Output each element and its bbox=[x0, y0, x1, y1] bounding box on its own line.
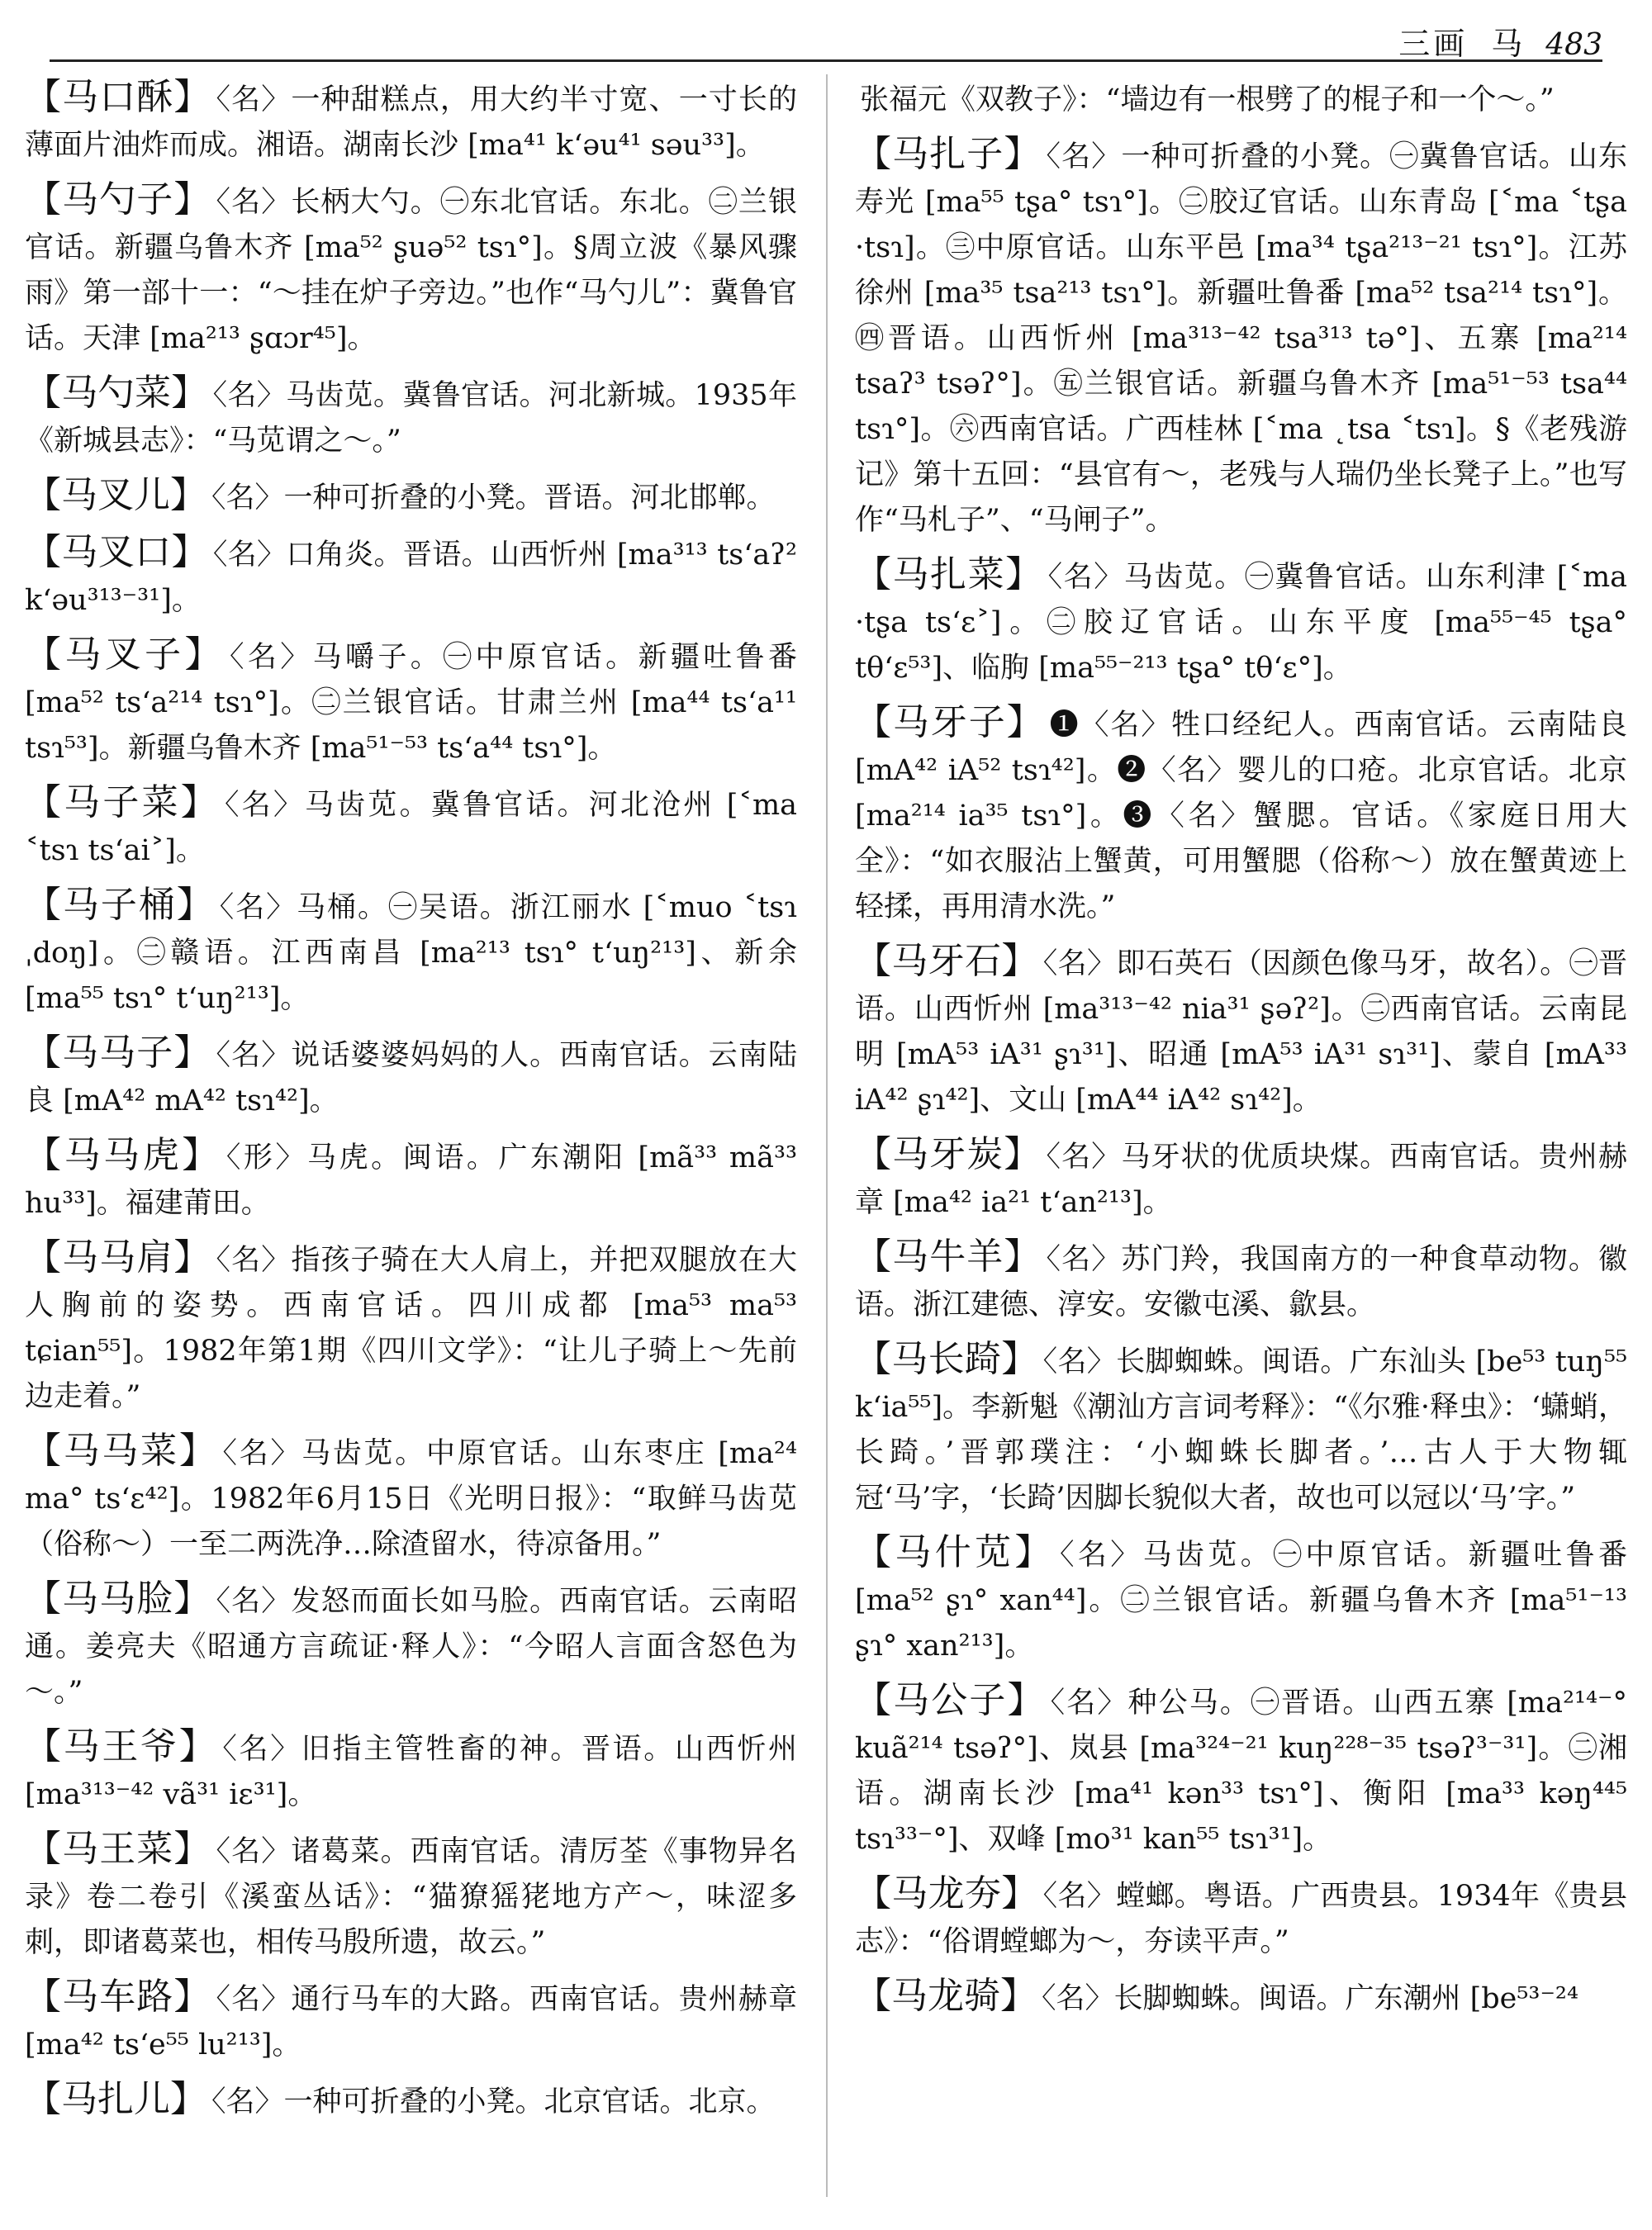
definition: 〈名〉马齿苋。中原官话。山东枣庄 [ma²⁴ ma° ts‘ɛ⁴²]。1982年6月15日《光明日报》：“取鲜马齿苋（俗称～）一至二两洗净…除渣留水，待凉备用。” bbox=[25, 1437, 797, 1561]
headword: 【马口酥】 bbox=[25, 76, 211, 118]
headword: 【马马虎】 bbox=[25, 1134, 221, 1176]
headword: 【马车路】 bbox=[25, 1976, 211, 2018]
definition: 〈名〉诸葛菜。西南官话。清厉荃《事物异名录》卷二卷引《溪蛮丛话》：“猫獠猺狫地方产～，味涩多刺，即诸葛菜也，相传马殷所遗，故云。” bbox=[25, 1835, 797, 1959]
column-divider bbox=[826, 74, 828, 2197]
definition: 〈名〉指孩子骑在大人肩上，并把双腿放在大人胸前的姿势。西南官话。四川成都 [ma⁵³ ma⁵³ tɕian⁵⁵]。1982年第1期《四川文学》：“让儿子骑上～先前边走着。” bbox=[25, 1244, 797, 1413]
definition: 〈名〉一种可折叠的小凳。晋语。河北邯郸。 bbox=[211, 482, 776, 515]
definition: 〈名〉即石英石（因颜色像马牙，故名）。㊀晋语。山西忻州 [ma³¹³⁻⁴² nia³¹ ʂəʔ²]。㊁西南官话。云南昆明 [mA⁵³ iA³¹ ʂɿ³¹]、昭通 [mA⁵³ iA³¹ sɿ³¹]、蒙自 [mA³³ iA⁴² ʂɿ⁴²]、文山 [mA⁴⁴ iA⁴² sɿ⁴²]。 bbox=[855, 947, 1627, 1117]
headword: 【马勺子】 bbox=[25, 178, 211, 221]
definition: 〈名〉长柄大勺。㊀东北官话。东北。㊁兰银官话。新疆乌鲁木齐 [ma⁵² ʂuə⁵² tsɿ°]。§周立波《暴风骤雨》第一部十一：“～挂在炉子旁边。”也作“马勺儿”：冀鲁官话。天津 [ma²¹³ ʂɑɔr⁴⁵]。 bbox=[25, 186, 797, 355]
definition: 〈名〉马齿苋。㊀中原官话。新疆吐鲁番 [ma⁵² ʂɿ° xan⁴⁴]。㊁兰银官话。新疆乌鲁木齐 [ma⁵¹⁻¹³ ʂɿ° xan²¹³]。 bbox=[855, 1539, 1627, 1663]
headword: 【马勺菜】 bbox=[25, 372, 208, 414]
entry bbox=[855, 1677, 1627, 1862]
headword: 【马扎子】 bbox=[855, 133, 1042, 175]
definition: 张福元《双教子》：“墙边有一根劈了的棍子和一个～。” bbox=[860, 83, 1555, 116]
entry bbox=[25, 177, 797, 362]
entry bbox=[25, 1235, 797, 1420]
entry bbox=[25, 529, 797, 624]
headword: 【马扎菜】 bbox=[855, 553, 1043, 595]
definition: 〈名〉发怒而面长如马脸。西南官话。云南昭通。姜亮夫《昭通方言疏证·释人》：“今昭人言面含怒色为～。” bbox=[25, 1585, 797, 1709]
entry bbox=[25, 1974, 797, 2068]
page-number: 483 bbox=[1545, 28, 1602, 62]
headword: 【马龙夯】 bbox=[855, 1872, 1038, 1914]
headword: 【马子菜】 bbox=[25, 781, 220, 823]
definition: 〈名〉口角炎。晋语。山西忻州 [ma³¹³ ts‘aʔ² k‘əu³¹³⁻³¹]。 bbox=[25, 539, 797, 617]
definition: 〈名〉一种可折叠的小凳。㊀冀鲁官话。山东寿光 [ma⁵⁵ tʂa° tsɿ°]。㊁胶辽官话。山东青岛 [˂ma ˂tʂa ·tsɿ]。㊂中原官话。山东平邑 [ma³⁴ tʂa²¹³⁻²¹ tsɿ°]。江苏徐州 [ma³⁵ tsa²¹³ tsɿ°]。新疆吐鲁番 [ma⁵² tsa²¹⁴ tsɿ°]。㊃晋语。山西忻州 [ma³¹³⁻⁴² tsa³¹³ tə°]、五寨 [ma²¹⁴ tsaʔ³ tsəʔ°]。㊄兰银官话。新疆乌鲁木齐 [ma⁵¹⁻⁵³ tsa⁴⁴ tsɿ°]。㊅西南官话。广西桂林 [˂ma ˛tsa ˂tsɿ]。§《老残游记》第十五回：“县官有～，老残与人瑞仍坐长凳子上。”也写作“马札子”、“马闸子”。 bbox=[855, 140, 1627, 537]
entry bbox=[25, 1826, 797, 1966]
headword: 【马王菜】 bbox=[25, 1828, 211, 1870]
right-column bbox=[855, 74, 1627, 2213]
header-right bbox=[1398, 18, 1602, 64]
entry bbox=[25, 780, 797, 874]
entry bbox=[855, 131, 1627, 543]
definition: 〈名〉苏门羚，我国南方的一种食草动物。徽语。浙江建德、淳安。安徽屯溪、歙县。 bbox=[855, 1243, 1627, 1321]
headword: 【马马肩】 bbox=[25, 1236, 211, 1279]
headword: 【马扎儿】 bbox=[25, 2078, 206, 2120]
headword: 【马牙炭】 bbox=[855, 1133, 1042, 1175]
entry bbox=[25, 632, 797, 771]
definition: 〈名〉马牙状的优质块煤。西南官话。贵州赫章 [ma⁴² ia²¹ t‘an²¹³]。 bbox=[855, 1141, 1627, 1219]
headword: 【马叉子】 bbox=[25, 633, 225, 676]
entry bbox=[855, 552, 1627, 691]
headword: 【马马菜】 bbox=[25, 1430, 218, 1472]
entry bbox=[25, 1428, 797, 1568]
entry bbox=[25, 1576, 797, 1715]
entry bbox=[855, 1973, 1627, 2022]
headword: 【马龙骑】 bbox=[855, 1975, 1037, 2017]
definition: 〈名〉一种可折叠的小凳。北京官话。北京。 bbox=[211, 2085, 776, 2118]
entry bbox=[25, 74, 797, 168]
headword: 【马子桶】 bbox=[25, 884, 215, 926]
definition: 〈名〉种公马。㊀晋语。山西五寨 [ma²¹⁴⁻° kuã²¹⁴ tsəʔ°]、岚县 [ma³²⁴⁻²¹ kuŋ²²⁸⁻³⁵ tsəʔ³⁻³¹]。㊁湘语。湖南长沙 [ma⁴¹ kən³³ tsɿ°]、衡阳 [ma³³ kəŋ⁴⁴⁵ tsɿ³³⁻°]、双峰 [mo³¹ kan⁵⁵ tsɿ³¹]。 bbox=[855, 1687, 1627, 1856]
definition: 〈名〉一种甜糕点，用大约半寸宽、一寸长的薄面片油炸而成。湘语。湖南长沙 [ma⁴¹ k‘əu⁴¹ səu³³]。 bbox=[25, 83, 797, 162]
entry bbox=[855, 700, 1627, 930]
definition: 〈名〉马齿苋。㊀冀鲁官话。山东利津 [˂ma ·tʂa ts‘ɛ˃]。㊁胶辽官话。山东平度 [ma⁵⁵⁻⁴⁵ tʂa° tθ‘ɛ⁵³]、临朐 [ma⁵⁵⁻²¹³ tʂa° tθ‘ɛ°]。 bbox=[855, 561, 1627, 685]
entry bbox=[25, 1030, 797, 1124]
definition: 〈名〉长脚蜘蛛。闽语。广东汕头 [be⁵³ tuŋ⁵⁵ k‘ia⁵⁵]。李新魁《潮汕方言词考释》：“《尔雅·释虫》：‘蟏蛸，长踦。’晋郭璞注：‘小蜘蛛长脚者。’…古人于大物辄冠‘马’字，‘长踦’因脚长貌似大者，故也可以冠以‘马’字。” bbox=[855, 1345, 1627, 1515]
definition: 〈名〉马嚼子。㊀中原官话。新疆吐鲁番 [ma⁵² ts‘a²¹⁴ tsɿ°]。㊁兰银官话。甘肃兰州 [ma⁴⁴ ts‘a¹¹ tsɿ⁵³]。新疆乌鲁木齐 [ma⁵¹⁻⁵³ ts‘a⁴⁴ tsɿ°]。 bbox=[25, 641, 797, 765]
entry bbox=[855, 1336, 1627, 1521]
entry bbox=[855, 1871, 1627, 1965]
headword: 【马什苋】 bbox=[855, 1531, 1055, 1573]
entry bbox=[25, 1724, 797, 1818]
entry bbox=[855, 938, 1627, 1123]
definition: 〈名〉马桶。㊀吴语。浙江丽水 [˂muo ˂tsɿ ˌdoŋ]。㊁赣语。江西南昌 [ma²¹³ tsɿ° t‘uŋ²¹³]、新余 [ma⁵⁵ tsɿ° t‘uŋ²¹³]。 bbox=[25, 891, 797, 1015]
definition: 〈形〉马虎。闽语。广东潮阳 [mã³³ mã³³ hu³³]。福建莆田。 bbox=[25, 1141, 797, 1220]
entry bbox=[855, 1234, 1627, 1328]
entry bbox=[25, 882, 797, 1022]
page-header bbox=[50, 18, 1602, 62]
definition: 〈名〉马齿苋。冀鲁官话。河北沧州 [˂ma ˂tsɿ ts‘ai˃]。 bbox=[25, 789, 797, 867]
definition: 〈名〉螳螂。粤语。广西贵县。1934年《贵县志》：“俗谓螳螂为～，夯读平声。” bbox=[855, 1880, 1627, 1958]
headword: 【马马子】 bbox=[25, 1032, 211, 1074]
entry bbox=[25, 1132, 797, 1226]
headword: 【马王爷】 bbox=[25, 1725, 218, 1767]
entry bbox=[25, 2076, 797, 2125]
radical-char: 马 bbox=[1491, 26, 1523, 62]
headword: 【马公子】 bbox=[855, 1679, 1046, 1721]
entry bbox=[855, 1530, 1627, 1669]
headword: 【马长踦】 bbox=[855, 1338, 1038, 1380]
entry bbox=[25, 472, 797, 521]
definition: 〈名〉马齿苋。冀鲁官话。河北新城。1935年《新城县志》：“马苋谓之～。” bbox=[25, 379, 797, 458]
definition: 〈名〉通行马车的大路。西南官话。贵州赫章 [ma⁴² ts‘e⁵⁵ lu²¹³]。 bbox=[25, 1983, 797, 2062]
definition: ❶〈名〉牲口经纪人。西南官话。云南陆良 [mA⁴² iA⁵² tsɿ⁴²]。❷〈名〉婴儿的口疮。北京官话。北京 [ma²¹⁴ ia³⁵ tsɿ°]。❸〈名〉蟹腮。官话。《家庭日用大全》：“如衣服沾上蟹黄，可用蟹腮（俗称～）放在蟹黄迹上轻揉，再用清水洗。” bbox=[855, 709, 1627, 923]
headword: 【马牙子】 bbox=[855, 701, 1045, 743]
headword: 【马叉口】 bbox=[25, 531, 208, 573]
headword: 【马牛羊】 bbox=[855, 1236, 1042, 1278]
definition: 〈名〉旧指主管牲畜的神。晋语。山西忻州 [ma³¹³⁻⁴² vã³¹ iɛ³¹]。 bbox=[25, 1733, 797, 1811]
left-column bbox=[25, 74, 797, 2213]
definition: 〈名〉说话婆婆妈妈的人。西南官话。云南陆良 [mA⁴² mA⁴² tsɿ⁴²]。 bbox=[25, 1039, 797, 1117]
headword: 【马马脸】 bbox=[25, 1578, 211, 1620]
headword: 【马叉儿】 bbox=[25, 474, 206, 516]
definition: 〈名〉长脚蜘蛛。闽语。广东潮州 [be⁵³⁻²⁴ bbox=[1042, 1982, 1578, 2015]
headword: 【马牙石】 bbox=[855, 940, 1038, 982]
section-label: 三画 bbox=[1398, 26, 1469, 62]
entry bbox=[855, 1132, 1627, 1226]
entry-continuation bbox=[855, 74, 1627, 123]
entry bbox=[25, 370, 797, 464]
